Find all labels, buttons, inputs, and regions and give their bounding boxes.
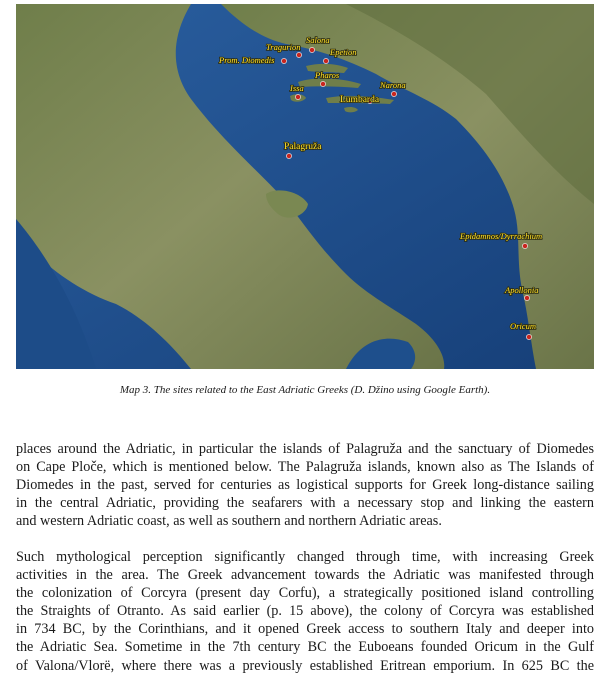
- label-oricum: Oricum: [510, 321, 536, 331]
- body-paragraph-2: [16, 548, 594, 675]
- text-line: places around the Adriatic, in particular the islands of Palagruža and the sanctuary of Diomedes: [16, 441, 594, 457]
- marker-oricum: [526, 334, 531, 339]
- text-line: the colonization of Corcyra (present day Corfu), a strategically positioned island controlling: [16, 585, 594, 602]
- marker-epidamnos: [522, 243, 527, 248]
- label-prom-diomedis: Prom. Diomedis: [219, 55, 275, 65]
- label-issa: Issa: [290, 83, 304, 93]
- marker-issa: [295, 94, 300, 99]
- marker-palagruza: [286, 153, 291, 158]
- label-narona: Narona: [380, 80, 406, 90]
- label-tragurion: Tragurion: [266, 42, 301, 52]
- marker-narona: [391, 91, 396, 96]
- marker-pharos: [320, 81, 325, 86]
- label-epetion: Epetion: [330, 47, 357, 57]
- satellite-map: [16, 4, 594, 369]
- text-line: in 734 BC, by the Corinthians, and it opened Greek access to southern Italy and deeper into: [16, 621, 594, 638]
- map-caption: Map 3. The sites related to the East Adriatic Greeks (D. Džino using Google Earth).: [119, 384, 491, 396]
- text-line: the Straights of Otranto. As said earlier (p. 15 above), the colony of Corcyra was established: [16, 603, 594, 620]
- text-line: of Valona/Vlorë, where there was a previously established Eritrean emporium. In 625 BC the: [16, 657, 594, 674]
- label-salona: Salona: [306, 35, 330, 45]
- text-line: activities in the area. The Greek advancement towards the Adriatic was manifested through: [16, 567, 594, 584]
- marker-epetion: [323, 58, 328, 63]
- text-line: Such mythological perception significantly changed through time, with increasing Greek: [16, 549, 594, 565]
- label-epidamnos: Epidamnos/Dyrrachium: [460, 231, 543, 241]
- body-paragraph-1: [16, 440, 594, 530]
- text-line: in the central Adriatic, providing the seafarers with a necessary stop and linking the eastern: [16, 495, 594, 512]
- map-graphic: [16, 4, 594, 369]
- label-pharos: Pharos: [315, 70, 340, 80]
- text-line: on Cape Ploče, which is mentioned below. The Palagruža islands, known also as The Islands of: [16, 459, 594, 476]
- marker-tragurion: [296, 52, 301, 57]
- marker-apollonia: [524, 295, 529, 300]
- label-palagruza: Palagruža: [284, 142, 322, 152]
- marker-prom-diomedis: [281, 58, 286, 63]
- marker-salona: [309, 47, 314, 52]
- text-line: and western Adriatic coast, as well as southern and northern Adriatic areas.: [16, 513, 442, 530]
- label-lumbarda: Lumbarda: [340, 95, 380, 105]
- text-line: the Adriatic Sea. Sometime in the 7th century BC the Euboeans founded Oricum in the Gulf: [16, 639, 594, 656]
- text-line: Diomedes in the past, served for centuries as logistical supports for Greek long-distance sailing: [16, 477, 594, 494]
- label-apollonia: Apollonia: [505, 285, 539, 295]
